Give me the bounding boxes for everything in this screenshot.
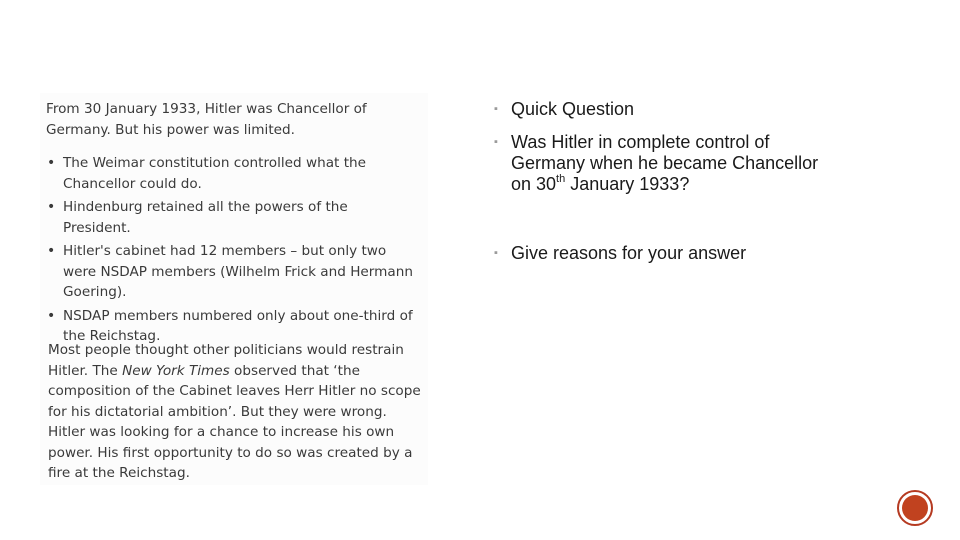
source-bullet-item: • The Weimar constitution controlled what the Chancellor could do. <box>46 153 416 194</box>
square-bullet-icon: ▪ <box>494 247 498 259</box>
slide-bullet-text: Quick Question <box>511 99 635 119</box>
slide-bullet-quick-question <box>494 99 834 120</box>
ordinal-suffix: th <box>556 173 566 185</box>
badge-inner-circle <box>902 495 928 521</box>
square-bullet-icon: ▪ <box>494 103 498 115</box>
question-text-end: January 1933? <box>565 174 690 194</box>
source-newspaper-title: New York Times <box>122 362 230 379</box>
source-closing-text-end: observed that ‘the composition of the Cabinet leaves Herr Hitler no scope for his dictatorial ambition’. But they were wrong. Hitler was looking for a chance to increase his own power. His first opportunity to do so was created by a fire at the Reichstag. <box>48 362 421 481</box>
source-bullet-item: • Hindenburg retained all the powers of the President. <box>46 197 416 238</box>
source-bullet-item: • NSDAP members numbered only about one-third of the Reichstag. <box>46 306 416 347</box>
question-text-start: Was Hitler in complete control of Germany when he became Chancellor on 30 <box>511 132 819 194</box>
slide-bullet-text: Give reasons for your answer <box>511 243 747 263</box>
source-intro-paragraph: From 30 January 1933, Hitler was Chancellor of Germany. But his power was limited. <box>46 101 367 138</box>
source-text-image <box>40 93 428 485</box>
source-bullet-list <box>46 153 416 350</box>
slide-badge-icon <box>897 490 933 526</box>
slide-bullet-text <box>494 132 834 195</box>
slide-bullet-question <box>494 132 834 195</box>
source-bullet-item: • Hitler's cabinet had 12 members – but only two were NSDAP members (Wilhelm Frick and Hermann Goering). <box>46 241 416 303</box>
source-closing-paragraph <box>48 340 423 484</box>
slide-bullet-reasons <box>494 243 834 264</box>
source-closing-text-start: Most people thought other politicians would restrain Hitler. The <box>48 342 404 379</box>
square-bullet-icon: ▪ <box>494 136 498 148</box>
